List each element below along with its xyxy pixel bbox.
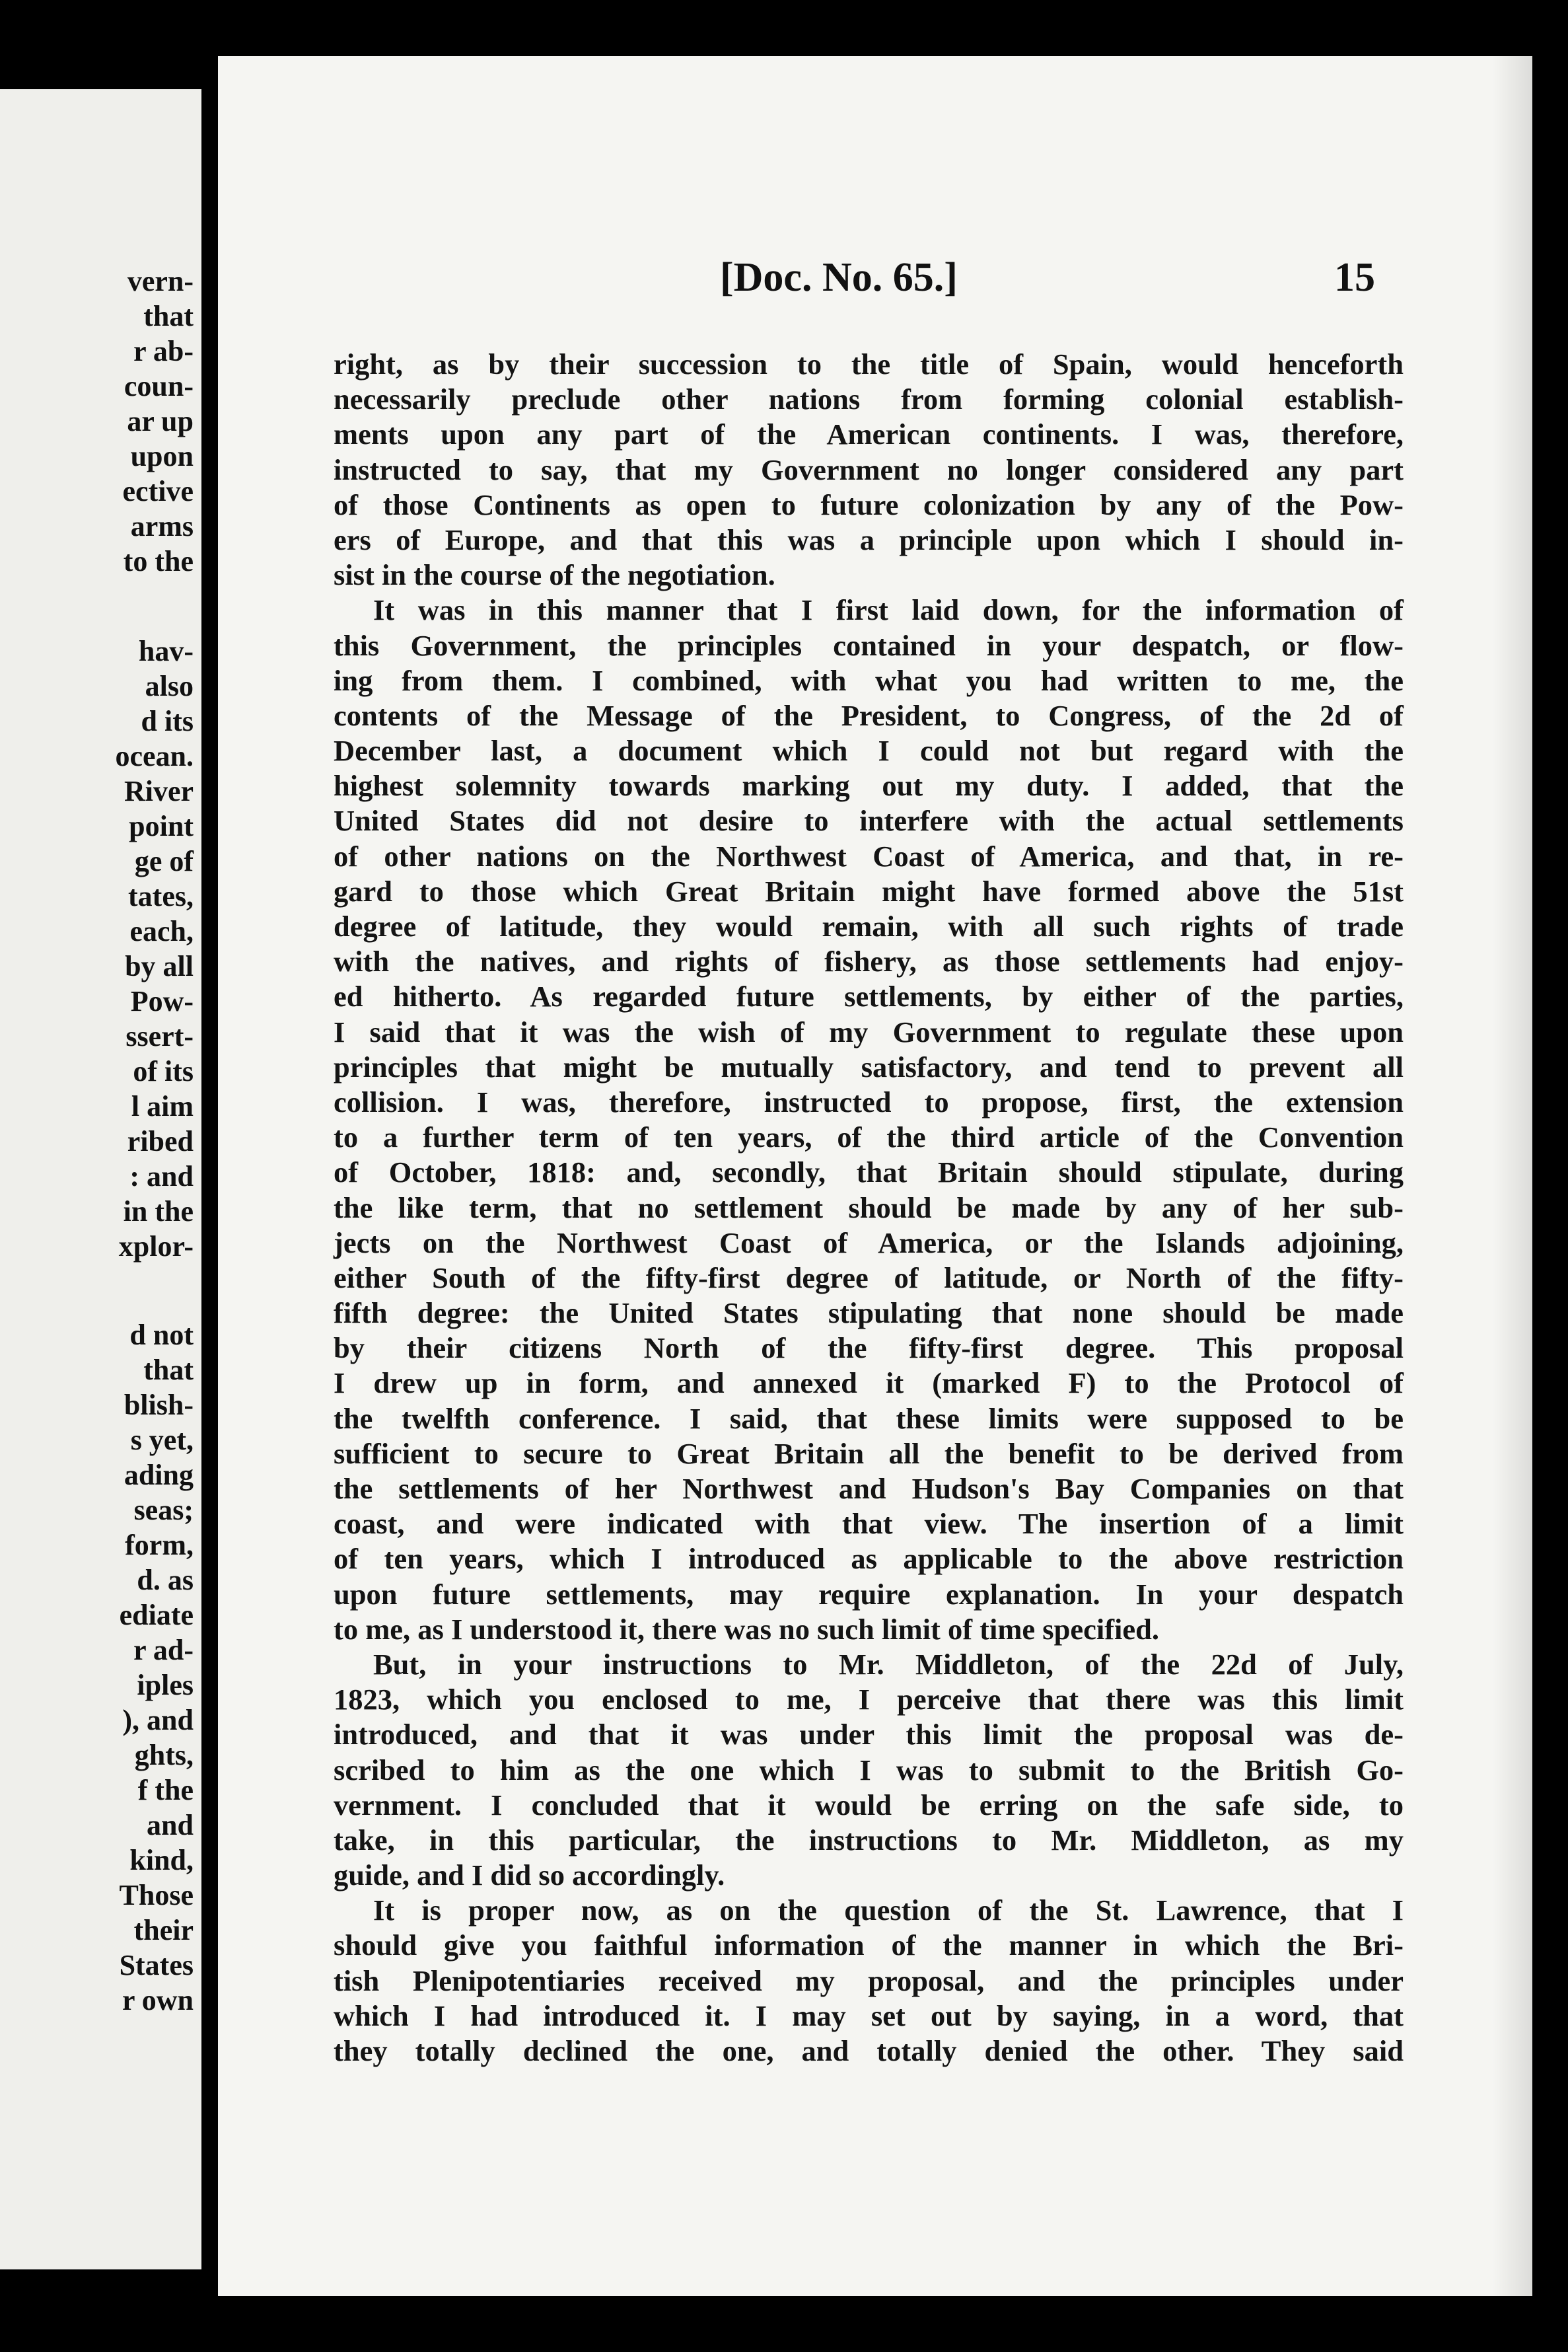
text-line: take, in this particular, the instructions to Mr. Middleton, as my — [334, 1823, 1404, 1856]
previous-page-fragment: xplor- — [118, 1230, 194, 1263]
text-line: tish Plenipotentiaries received my proposal, and the principles under — [334, 1964, 1404, 1997]
text-line: highest solemnity towards marking out my duty. I added, that the — [334, 769, 1404, 803]
text-line: to me, as I understood it, there was no such limit of time specified. — [334, 1612, 1160, 1646]
text-line: jects on the Northwest Coast of America, or the Islands adjoining, — [334, 1226, 1404, 1259]
text-line: of other nations on the Northwest Coast of America, and that, in re- — [334, 839, 1404, 873]
text-line: I drew up in form, and annexed it (marked F) to the Protocol of — [334, 1366, 1404, 1400]
text-line: sufficient to secure to Great Britain all the benefit to be derived from — [334, 1436, 1404, 1470]
previous-page-fragment: d not — [129, 1319, 194, 1351]
text-line: either South of the fifty-first degree of latitude, or North of the fifty- — [334, 1261, 1404, 1294]
previous-page-fragment: ge of — [134, 845, 194, 877]
document-page — [218, 56, 1532, 2296]
previous-page-fragment: ssert- — [125, 1020, 194, 1052]
text-line: contents of the Message of the President, to Congress, of the 2d of — [334, 698, 1404, 732]
text-line: It was in this manner that I first laid down, for the information of — [373, 593, 1404, 627]
text-line: ed hitherto. As regarded future settlements, by either of the parties, — [334, 980, 1404, 1013]
previous-page-fragment: ghts, — [134, 1739, 194, 1771]
text-line: 1823, which you enclosed to me, I perceive that there was this limit — [334, 1683, 1404, 1716]
previous-page-fragment: Pow- — [130, 985, 194, 1017]
previous-page-fragment: f the — [137, 1774, 194, 1806]
text-line: collision. I was, therefore, instructed to propose, first, the extension — [334, 1085, 1404, 1119]
text-line: of those Continents as open to future colonization by any of the Pow- — [334, 488, 1404, 521]
text-line: should give you faithful information of the manner in which the Bri- — [334, 1929, 1404, 1962]
text-line: necessarily preclude other nations from forming colonial establish- — [334, 383, 1404, 416]
text-line: It is proper now, as on the question of the St. Lawrence, that I — [373, 1893, 1404, 1927]
text-line: right, as by their succession to the title of Spain, would henceforth — [334, 348, 1404, 381]
text-line: this Government, the principles contained in your despatch, or flow- — [334, 628, 1404, 662]
body-text — [334, 347, 1404, 2069]
text-line: coast, and were indicated with that view. The insertion of a limit — [334, 1507, 1404, 1541]
previous-page-fragment: that — [143, 300, 194, 332]
previous-page-fragment: ading — [124, 1459, 194, 1491]
previous-page-fragment: their — [133, 1914, 194, 1946]
text-line: fifth degree: the United States stipulating that none should be made — [334, 1296, 1404, 1330]
previous-page-fragment: form, — [125, 1529, 194, 1561]
previous-page-fragment: vern- — [127, 265, 194, 297]
previous-page-fragment: ediate — [119, 1599, 194, 1631]
text-line: But, in your instructions to Mr. Middleton, of the 22d of July, — [373, 1647, 1404, 1681]
previous-page-fragment: r ad- — [133, 1634, 194, 1666]
text-line: I said that it was the wish of my Government to regulate these upon — [334, 1015, 1404, 1048]
previous-page-fragment: each, — [129, 915, 194, 947]
doc-label: [Doc. No. 65.] — [720, 255, 958, 300]
text-line: gard to those which Great Britain might have formed above the 51st — [334, 874, 1404, 908]
text-line: instructed to say, that my Government no longer considered any part — [334, 453, 1404, 486]
text-line: degree of latitude, they would remain, with all such rights of trade — [334, 910, 1404, 943]
page-number: 15 — [1334, 255, 1375, 300]
previous-page-fragment: upon — [130, 440, 194, 472]
previous-page-fragment: iples — [137, 1669, 194, 1701]
text-line: guide, and I did so accordingly. — [334, 1858, 725, 1892]
previous-page-fragment: by all — [125, 950, 194, 982]
text-line: introduced, and that it was under this limit the proposal was de- — [334, 1718, 1404, 1751]
previous-page-fragment: point — [129, 810, 194, 842]
running-header — [218, 254, 1532, 307]
previous-page-fragment: hav- — [138, 635, 194, 667]
previous-page-fragment: s yet, — [130, 1424, 194, 1456]
text-line: to a further term of ten years, of the third article of the Convention — [334, 1121, 1404, 1154]
text-line: they totally declined the one, and totally denied the other. They said — [334, 2034, 1404, 2067]
previous-page-fragment: in the — [123, 1195, 194, 1228]
text-line: vernment. I concluded that it would be erring on the safe side, to — [334, 1788, 1404, 1821]
text-line: the like term, that no settlement should be made by any of her sub- — [334, 1191, 1404, 1224]
previous-page-fragment: r ab- — [133, 335, 194, 367]
previous-page-fragment: to the — [123, 545, 194, 577]
previous-page-fragment: kind, — [129, 1844, 194, 1876]
previous-page-fragment: and — [147, 1809, 194, 1841]
text-line: by their citizens North of the fifty-first degree. This proposal — [334, 1331, 1404, 1365]
previous-page-fragment: ocean. — [115, 740, 194, 772]
previous-page-fragment: blish- — [124, 1389, 194, 1421]
previous-page-fragment: ), and — [122, 1704, 194, 1736]
text-line: December last, a document which I could not but regard with the — [334, 734, 1404, 768]
previous-page-fragment: ribed — [127, 1125, 194, 1158]
previous-page-fragment: arms — [130, 510, 194, 542]
previous-page-fragment: coun- — [124, 370, 194, 402]
previous-page-fragment: of its — [133, 1055, 194, 1087]
text-line: principles that might be mutually satisfactory, and tend to prevent all — [334, 1050, 1404, 1084]
text-line: scribed to him as the one which I was to submit to the British Go- — [334, 1753, 1404, 1786]
previous-page-fragment: ar up — [127, 405, 194, 437]
text-line: with the natives, and rights of fishery, as those settlements had enjoy- — [334, 945, 1404, 978]
previous-page-fragment: also — [145, 670, 194, 702]
text-line: the settlements of her Northwest and Hudson's Bay Companies on that — [334, 1472, 1404, 1505]
previous-page-fragment: d. as — [137, 1564, 194, 1596]
text-line: ments upon any part of the American continents. I was, therefore, — [334, 418, 1404, 451]
text-line: of October, 1818: and, secondly, that Britain should stipulate, during — [334, 1156, 1404, 1189]
previous-page-fragment: tates, — [128, 880, 194, 912]
previous-page-fragment: d its — [141, 705, 194, 737]
previous-page-fragment: River — [124, 775, 194, 807]
previous-page-fragment: that — [143, 1354, 194, 1386]
previous-page-fragment: seas; — [133, 1494, 194, 1526]
previous-page-fragment: : and — [129, 1160, 194, 1193]
text-line: which I had introduced it. I may set out by saying, in a word, that — [334, 1999, 1404, 2032]
previous-page-edge — [0, 89, 201, 2269]
previous-page-fragment: States — [119, 1949, 194, 1981]
text-line: of ten years, which I introduced as applicable to the above restriction — [334, 1542, 1404, 1576]
text-line: ers of Europe, and that this was a principle upon which I should in- — [334, 523, 1404, 556]
text-line: ing from them. I combined, with what you had written to me, the — [334, 663, 1404, 697]
previous-page-fragment: ective — [122, 475, 194, 507]
text-line: the twelfth conference. I said, that these limits were supposed to be — [334, 1401, 1404, 1435]
previous-page-fragment: r own — [122, 1984, 194, 2016]
page-edge-shadow — [1493, 56, 1532, 2296]
text-line: sist in the course of the negotiation. — [334, 558, 775, 592]
previous-page-fragment: l aim — [131, 1090, 194, 1122]
text-line: upon future settlements, may require explanation. In your despatch — [334, 1577, 1404, 1611]
text-line: United States did not desire to interfere with the actual settlements — [334, 804, 1404, 838]
previous-page-fragment: Those — [119, 1879, 194, 1911]
